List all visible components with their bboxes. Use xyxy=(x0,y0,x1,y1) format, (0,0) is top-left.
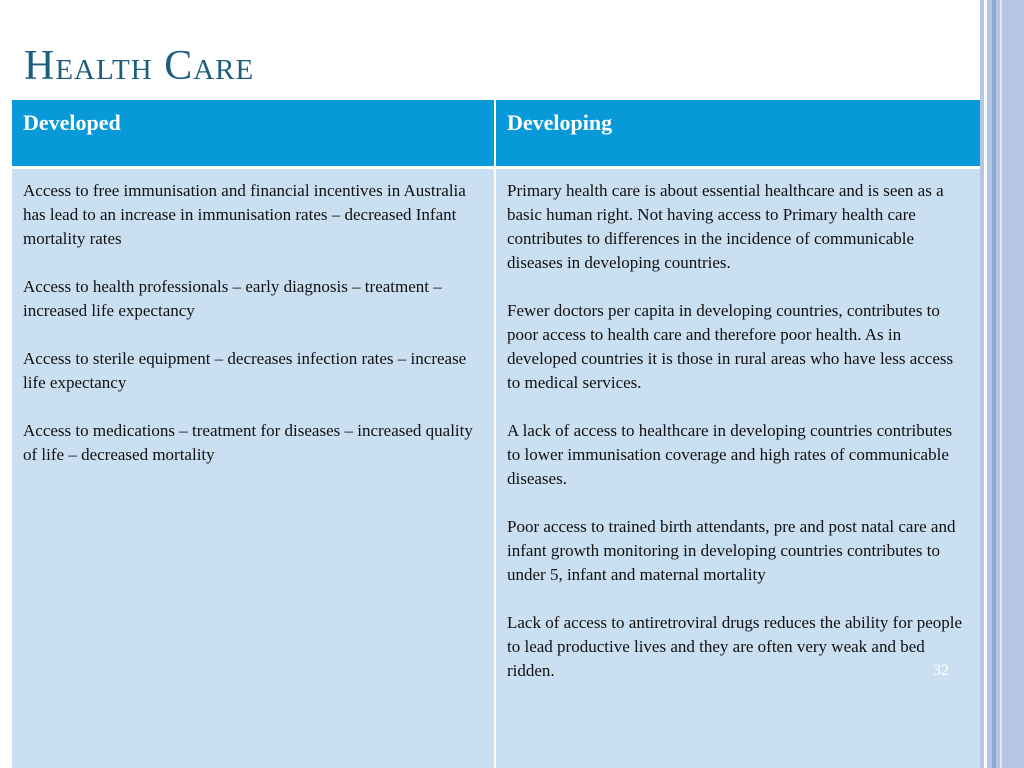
table-row xyxy=(12,168,980,768)
table-header-row xyxy=(12,100,980,168)
slide-title: Health Care xyxy=(24,43,255,89)
developing-cell xyxy=(495,168,980,768)
developed-point: Access to sterile equipment – decreases infection rates – increase life expectancy xyxy=(23,349,467,392)
developed-point: Access to medications – treatment for diseases – increased quality of life – decreased mortality xyxy=(23,421,473,464)
header-developed: Developed xyxy=(12,100,495,168)
developing-point: Lack of access to antiretroviral drugs reduces the ability for people to lead productive lives and they are often very weak and bed ridden. xyxy=(507,613,963,680)
comparison-table xyxy=(12,100,980,768)
developing-point: Fewer doctors per capita in developing countries, contributes to poor access to health care and therefore poor health. As in developed countries it is those in rural areas who have less access to medical services. xyxy=(507,301,954,392)
slide-frame-decoration xyxy=(980,0,1024,768)
developing-point: Primary health care is about essential healthcare and is seen as a basic human right. Not having access to Primary health care contributes to differences in the incidence of communicable diseases in developing countries. xyxy=(507,181,944,272)
page-number: 32 xyxy=(933,662,949,679)
developing-point: Poor access to trained birth attendants, pre and post natal care and infant growth monitoring in developing countries contributes to under 5, infant and maternal mortality xyxy=(507,517,956,584)
header-developing: Developing xyxy=(495,100,980,168)
developed-point: Access to free immunisation and financial incentives in Australia has lead to an increase in immunisation rates – decreased Infant mortality rates xyxy=(23,181,466,248)
developed-point: Access to health professionals – early diagnosis – treatment – increased life expectancy xyxy=(23,277,442,320)
developing-point: A lack of access to healthcare in developing countries contributes to lower immunisation coverage and high rates of communicable diseases. xyxy=(507,421,953,488)
developed-cell xyxy=(12,168,495,768)
